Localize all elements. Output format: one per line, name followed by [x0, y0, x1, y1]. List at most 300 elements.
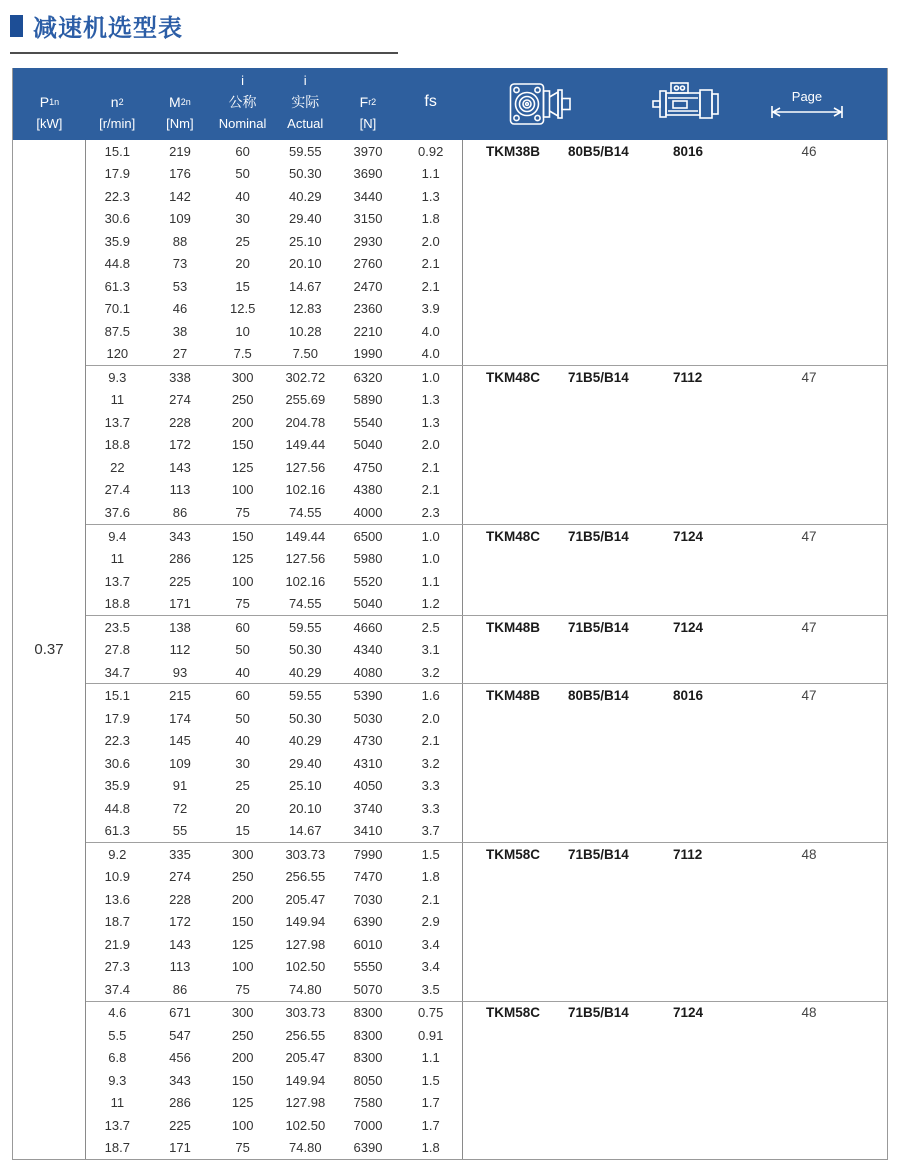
- page-number: 47: [801, 619, 817, 635]
- model-info-row: [463, 843, 887, 866]
- cell-fr2: 4000: [353, 505, 383, 520]
- cell-fs: 1.0: [421, 528, 440, 544]
- cell-fs: 2.1: [421, 482, 440, 498]
- cell-n2: 13.6: [104, 891, 130, 907]
- motor-code: 8016: [673, 143, 704, 159]
- motor-code: 7124: [673, 1005, 704, 1021]
- cell-fr2: 5520: [353, 573, 383, 589]
- flange-code: 71B5/B14: [568, 1005, 629, 1021]
- cell-n2: 34.7: [104, 664, 130, 680]
- cell-i-actual: 255.69: [285, 392, 326, 408]
- table-row: [86, 525, 462, 548]
- table-row: [86, 434, 462, 457]
- cell-i-nominal: 30: [235, 211, 250, 227]
- cell-n2: 10.9: [104, 869, 130, 885]
- cell-i-actual: 50.30: [289, 166, 322, 182]
- cell-i-nominal: 125: [231, 551, 254, 567]
- cell-m2n: 171: [169, 1140, 191, 1156]
- cell-i-nominal: 12.5: [230, 301, 256, 317]
- header-fs: fs: [424, 93, 437, 110]
- cell-i-nominal: 100: [231, 482, 254, 498]
- cell-fs: 1.7: [421, 1095, 440, 1111]
- page-number: 47: [801, 369, 817, 385]
- gearbox-model: TKM38B: [486, 143, 541, 159]
- cell-n2: 120: [106, 346, 129, 362]
- cell-fs: 1.2: [421, 596, 440, 612]
- cell-n2: 5.5: [108, 1027, 127, 1043]
- cell-n2: 18.7: [104, 1140, 130, 1156]
- title-bullet: [10, 15, 23, 37]
- cell-fr2: 5540: [353, 414, 383, 430]
- cell-i-nominal: 50: [235, 166, 250, 182]
- cell-fs: 0.92: [418, 143, 444, 159]
- worm-gearbox-icon: [462, 81, 622, 127]
- cell-i-nominal: 40: [235, 188, 250, 204]
- cell-m2n: 46: [172, 301, 188, 317]
- table-row: [86, 185, 462, 208]
- cell-fr2: 8300: [353, 1005, 383, 1021]
- table-row: [86, 1092, 462, 1115]
- cell-m2n: 335: [169, 846, 191, 862]
- cell-fs: 1.1: [421, 1050, 440, 1066]
- cell-i-actual: 50.30: [289, 642, 322, 658]
- gearbox-model: TKM48C: [486, 369, 541, 385]
- cell-i-nominal: 50: [235, 710, 250, 726]
- cell-fs: 1.6: [421, 688, 440, 704]
- cell-fr2: 4750: [353, 459, 383, 475]
- cell-i-actual: 40.29: [289, 664, 322, 680]
- cell-fr2: 7470: [353, 869, 383, 885]
- cell-m2n: 274: [169, 392, 191, 408]
- cell-m2n: 55: [172, 823, 188, 839]
- cell-fr2: 8300: [353, 1050, 383, 1066]
- table-row: [86, 956, 462, 979]
- model-info: [463, 366, 887, 524]
- cell-i-nominal: 20: [235, 800, 250, 816]
- cell-i-nominal: 25: [235, 778, 250, 794]
- cell-m2n: 143: [169, 459, 191, 475]
- page-header-label: Page: [791, 89, 823, 104]
- table-row: [86, 1137, 462, 1160]
- cell-fr2: 2930: [353, 233, 383, 249]
- p1n-value: 0.37: [34, 641, 64, 659]
- cell-fs: 4.0: [421, 346, 440, 362]
- cell-fr2: 2360: [353, 301, 383, 317]
- cell-i-actual: 102.16: [285, 482, 326, 498]
- table-row: [86, 275, 462, 298]
- cell-i-nominal: 125: [231, 459, 254, 475]
- cell-fs: 0.75: [418, 1005, 444, 1021]
- cell-i-nominal: 15: [235, 823, 250, 839]
- cell-n2: 87.5: [104, 323, 130, 339]
- cell-i-actual: 74.55: [289, 596, 322, 612]
- table-row: [86, 911, 462, 934]
- cell-n2: 35.9: [104, 233, 130, 249]
- table-row: [86, 547, 462, 570]
- ratio-rows: [86, 525, 463, 615]
- table-row: [86, 389, 462, 412]
- cell-i-actual: 25.10: [289, 233, 322, 249]
- flange-code: 71B5/B14: [568, 619, 629, 635]
- cell-n2: 22.3: [104, 733, 130, 749]
- cell-i-actual: 29.40: [289, 755, 322, 771]
- cell-m2n: 113: [169, 959, 191, 975]
- gearbox-block: [86, 524, 887, 615]
- cell-fr2: 1990: [353, 346, 383, 362]
- cell-i-actual: 302.72: [285, 369, 326, 385]
- cell-fs: 4.0: [421, 323, 440, 339]
- cell-n2: 18.7: [104, 914, 130, 930]
- cell-i-nominal: 30: [235, 755, 250, 771]
- cell-fr2: 5550: [353, 959, 383, 975]
- cell-n2: 22.3: [104, 188, 130, 204]
- flange-code: 71B5/B14: [568, 846, 629, 862]
- gearbox-block: [86, 615, 887, 684]
- cell-fs: 1.8: [421, 869, 440, 885]
- cell-i-nominal: 150: [231, 914, 254, 930]
- page-number: 46: [801, 143, 817, 159]
- cell-fr2: 3970: [353, 143, 383, 159]
- cell-m2n: 225: [169, 573, 191, 589]
- cell-n2: 15.1: [104, 143, 130, 159]
- cell-i-actual: 74.80: [289, 1140, 322, 1156]
- model-info-row: [463, 1002, 887, 1025]
- cell-m2n: 138: [169, 619, 191, 635]
- cell-fs: 2.0: [421, 710, 440, 726]
- cell-fs: 3.4: [421, 936, 440, 952]
- cell-n2: 11: [110, 392, 125, 408]
- cell-i-nominal: 60: [235, 143, 250, 159]
- table-row: [86, 933, 462, 956]
- cell-m2n: 88: [172, 233, 188, 249]
- flange-code: 80B5/B14: [568, 688, 629, 704]
- page-range-icon: [752, 89, 862, 119]
- cell-m2n: 174: [169, 710, 191, 726]
- cell-m2n: 286: [169, 1095, 191, 1111]
- table-row: [86, 752, 462, 775]
- table-row: [86, 570, 462, 593]
- cell-i-actual: 205.47: [285, 891, 326, 907]
- cell-fr2: 5040: [353, 437, 383, 453]
- gearbox-model: TKM58C: [486, 1005, 541, 1021]
- model-info: [463, 140, 887, 365]
- cell-n2: 30.6: [104, 211, 130, 227]
- cell-i-actual: 102.16: [285, 573, 326, 589]
- cell-fs: 3.3: [421, 778, 440, 794]
- cell-i-actual: 40.29: [289, 733, 322, 749]
- cell-n2: 27.8: [104, 642, 130, 658]
- model-info-row: [463, 366, 887, 389]
- cell-m2n: 219: [169, 143, 191, 159]
- cell-m2n: 38: [172, 323, 188, 339]
- cell-n2: 15.1: [104, 688, 130, 704]
- header-fr2: F r2 [N]: [359, 94, 377, 131]
- cell-m2n: 109: [169, 755, 191, 771]
- cell-fr2: 6500: [353, 528, 383, 544]
- table-row: [86, 888, 462, 911]
- flange-code: 71B5/B14: [568, 369, 629, 385]
- cell-m2n: 286: [169, 551, 191, 567]
- table-row: [86, 592, 462, 615]
- cell-fr2: 8050: [353, 1072, 383, 1088]
- table-blocks: [86, 140, 887, 1159]
- gearbox-block: [86, 842, 887, 1001]
- cell-m2n: 338: [169, 369, 191, 385]
- cell-fr2: 7000: [353, 1117, 383, 1133]
- cell-fr2: 7990: [353, 846, 383, 862]
- cell-m2n: 86: [172, 981, 188, 997]
- cell-i-nominal: 60: [235, 688, 250, 704]
- cell-fs: 2.3: [421, 505, 440, 520]
- cell-fr2: 6390: [353, 914, 383, 930]
- cell-i-nominal: 60: [235, 619, 250, 635]
- cell-fr2: 4660: [353, 619, 383, 635]
- cell-m2n: 73: [172, 256, 188, 272]
- cell-i-actual: 29.40: [289, 211, 322, 227]
- cell-n2: 21.9: [104, 936, 130, 952]
- cell-i-nominal: 150: [231, 528, 254, 544]
- cell-m2n: 86: [172, 505, 188, 520]
- cell-i-nominal: 40: [235, 733, 250, 749]
- table-row: [86, 163, 462, 186]
- cell-fs: 3.9: [421, 301, 440, 317]
- table-row: [86, 479, 462, 502]
- cell-fr2: 7580: [353, 1095, 383, 1111]
- reducer-selection-table: [12, 68, 888, 1160]
- cell-i-nominal: 100: [231, 573, 254, 589]
- cell-fs: 2.1: [421, 278, 440, 294]
- cell-i-actual: 7.50: [292, 346, 318, 362]
- table-row: [86, 661, 462, 684]
- page-number: 47: [801, 528, 817, 544]
- flange-code: 71B5/B14: [568, 528, 629, 544]
- cell-n2: 13.7: [104, 1117, 130, 1133]
- electric-motor-icon: [622, 81, 752, 127]
- table-row: [86, 1069, 462, 1092]
- cell-n2: 17.9: [104, 166, 130, 182]
- cell-n2: 6.8: [108, 1050, 127, 1066]
- page-number: 48: [801, 846, 817, 862]
- cell-i-actual: 50.30: [289, 710, 322, 726]
- table-row: [86, 1114, 462, 1137]
- cell-fs: 3.5: [421, 981, 440, 997]
- gearbox-model: TKM48B: [486, 619, 541, 635]
- table-row: [86, 707, 462, 730]
- cell-i-nominal: 125: [231, 936, 254, 952]
- gearbox-model: TKM48C: [486, 528, 541, 544]
- motor-code: 7124: [673, 619, 704, 635]
- cell-fr2: 6320: [353, 369, 383, 385]
- table-row: [86, 343, 462, 366]
- cell-i-actual: 74.55: [289, 505, 322, 520]
- cell-i-actual: 204.78: [285, 414, 326, 430]
- cell-m2n: 112: [169, 642, 191, 658]
- cell-fr2: 8300: [353, 1027, 383, 1043]
- cell-fr2: 3690: [353, 166, 383, 182]
- cell-fs: 3.1: [421, 642, 440, 658]
- cell-fr2: 5890: [353, 392, 383, 408]
- header-p1n: P 1n [kW]: [36, 94, 63, 131]
- cell-n2: 4.6: [108, 1005, 127, 1021]
- cell-m2n: 143: [169, 936, 191, 952]
- table-row: [86, 1024, 462, 1047]
- ratio-rows: [86, 616, 463, 684]
- gearbox-block: [86, 365, 887, 524]
- cell-fs: 2.1: [421, 459, 440, 475]
- cell-i-actual: 127.56: [285, 459, 326, 475]
- cell-i-nominal: 20: [235, 256, 250, 272]
- cell-i-nominal: 75: [235, 1140, 250, 1156]
- cell-m2n: 215: [169, 688, 191, 704]
- cell-n2: 9.2: [108, 846, 127, 862]
- cell-fr2: 3740: [353, 800, 383, 816]
- cell-fs: 1.8: [421, 211, 440, 227]
- page-number: 48: [801, 1005, 817, 1021]
- header-i-actual: i 实际 Actual: [287, 73, 324, 131]
- cell-fr2: 3410: [353, 823, 383, 839]
- cell-m2n: 228: [169, 891, 191, 907]
- cell-fr2: 4730: [353, 733, 383, 749]
- cell-n2: 27.3: [104, 959, 130, 975]
- model-info: [463, 616, 887, 684]
- cell-i-nominal: 200: [231, 891, 254, 907]
- cell-i-actual: 303.73: [285, 846, 326, 862]
- table-row: [86, 411, 462, 434]
- cell-fr2: 5070: [353, 981, 383, 997]
- cell-i-nominal: 150: [231, 437, 254, 453]
- model-info-row: [463, 525, 887, 548]
- cell-fr2: 4340: [353, 642, 383, 658]
- cell-n2: 27.4: [104, 482, 130, 498]
- cell-m2n: 343: [169, 1072, 191, 1088]
- cell-i-nominal: 75: [235, 596, 250, 612]
- cell-fs: 1.5: [421, 846, 440, 862]
- cell-m2n: 142: [169, 188, 191, 204]
- model-info: [463, 843, 887, 1001]
- cell-n2: 70.1: [104, 301, 130, 317]
- cell-m2n: 93: [172, 664, 188, 680]
- table-row: [86, 819, 462, 842]
- cell-m2n: 113: [169, 482, 191, 498]
- table-row: [86, 774, 462, 797]
- cell-i-nominal: 125: [231, 1095, 254, 1111]
- cell-fs: 2.5: [421, 619, 440, 635]
- cell-i-actual: 59.55: [289, 688, 322, 704]
- gearbox-block: [86, 1001, 887, 1160]
- header-n2: n 2 [r/min]: [99, 94, 136, 131]
- table-row: [86, 866, 462, 889]
- cell-i-actual: 20.10: [289, 800, 322, 816]
- cell-n2: 61.3: [104, 823, 130, 839]
- cell-i-nominal: 100: [231, 1117, 254, 1133]
- cell-i-actual: 102.50: [285, 1117, 326, 1133]
- cell-i-actual: 127.98: [285, 1095, 326, 1111]
- cell-m2n: 343: [169, 528, 191, 544]
- gearbox-model: TKM58C: [486, 846, 541, 862]
- cell-n2: 44.8: [104, 800, 130, 816]
- cell-fr2: 5980: [353, 551, 383, 567]
- cell-m2n: 91: [172, 778, 188, 794]
- cell-m2n: 456: [169, 1050, 191, 1066]
- cell-m2n: 172: [169, 914, 191, 930]
- model-info-row: [463, 616, 887, 639]
- cell-i-nominal: 75: [235, 505, 250, 520]
- cell-fs: 2.1: [421, 256, 440, 272]
- cell-i-actual: 127.56: [285, 551, 326, 567]
- cell-fs: 3.2: [421, 755, 440, 771]
- ratio-rows: [86, 843, 463, 1001]
- model-info-row: [463, 140, 887, 163]
- cell-fr2: 5040: [353, 596, 383, 612]
- page-header: [10, 8, 398, 54]
- cell-i-nominal: 200: [231, 1050, 254, 1066]
- cell-fs: 1.0: [421, 369, 440, 385]
- cell-n2: 18.8: [104, 596, 130, 612]
- cell-n2: 9.3: [108, 369, 127, 385]
- cell-i-actual: 256.55: [285, 1027, 326, 1043]
- cell-fr2: 5390: [353, 688, 383, 704]
- cell-i-nominal: 300: [231, 369, 254, 385]
- cell-i-nominal: 150: [231, 1072, 254, 1088]
- cell-n2: 30.6: [104, 755, 130, 771]
- cell-m2n: 172: [169, 437, 191, 453]
- cell-i-actual: 102.50: [285, 959, 326, 975]
- cell-i-actual: 40.29: [289, 188, 322, 204]
- cell-m2n: 671: [169, 1005, 191, 1021]
- header-i-nominal: i 公称 Nominal: [218, 73, 267, 131]
- cell-i-actual: 12.83: [289, 301, 322, 317]
- table-row: [86, 797, 462, 820]
- cell-i-nominal: 100: [231, 959, 254, 975]
- cell-n2: 37.4: [104, 981, 130, 997]
- cell-fr2: 2470: [353, 278, 383, 294]
- cell-n2: 11: [110, 1095, 125, 1111]
- cell-m2n: 72: [172, 800, 188, 816]
- cell-i-nominal: 300: [231, 846, 254, 862]
- gearbox-block: [86, 683, 887, 842]
- page-number: 47: [801, 688, 817, 704]
- cell-m2n: 53: [172, 278, 188, 294]
- table-row: [86, 638, 462, 661]
- cell-i-actual: 149.94: [285, 914, 326, 930]
- cell-fs: 0.91: [418, 1027, 444, 1043]
- cell-fs: 1.3: [421, 414, 440, 430]
- page-title: 减速机选型表: [33, 15, 183, 42]
- cell-fr2: 4310: [353, 755, 383, 771]
- cell-fr2: 4380: [353, 482, 383, 498]
- cell-i-actual: 256.55: [285, 869, 326, 885]
- model-info-row: [463, 684, 887, 707]
- cell-n2: 13.7: [104, 414, 130, 430]
- cell-fs: 2.0: [421, 233, 440, 249]
- cell-i-actual: 205.47: [285, 1050, 326, 1066]
- cell-fr2: 2760: [353, 256, 383, 272]
- table-header: [13, 68, 887, 140]
- cell-i-nominal: 75: [235, 981, 250, 997]
- table-row: [86, 684, 462, 707]
- cell-fr2: 5030: [353, 710, 383, 726]
- cell-i-actual: 303.73: [285, 1005, 326, 1021]
- cell-fs: 1.8: [421, 1140, 440, 1156]
- cell-i-actual: 149.44: [285, 528, 326, 544]
- ratio-rows: [86, 366, 463, 524]
- table-row: [86, 253, 462, 276]
- cell-fr2: 6010: [353, 936, 383, 952]
- cell-i-nominal: 40: [235, 664, 250, 680]
- cell-i-nominal: 7.5: [233, 346, 252, 362]
- cell-i-nominal: 10: [235, 323, 250, 339]
- motor-code: 7112: [673, 369, 703, 385]
